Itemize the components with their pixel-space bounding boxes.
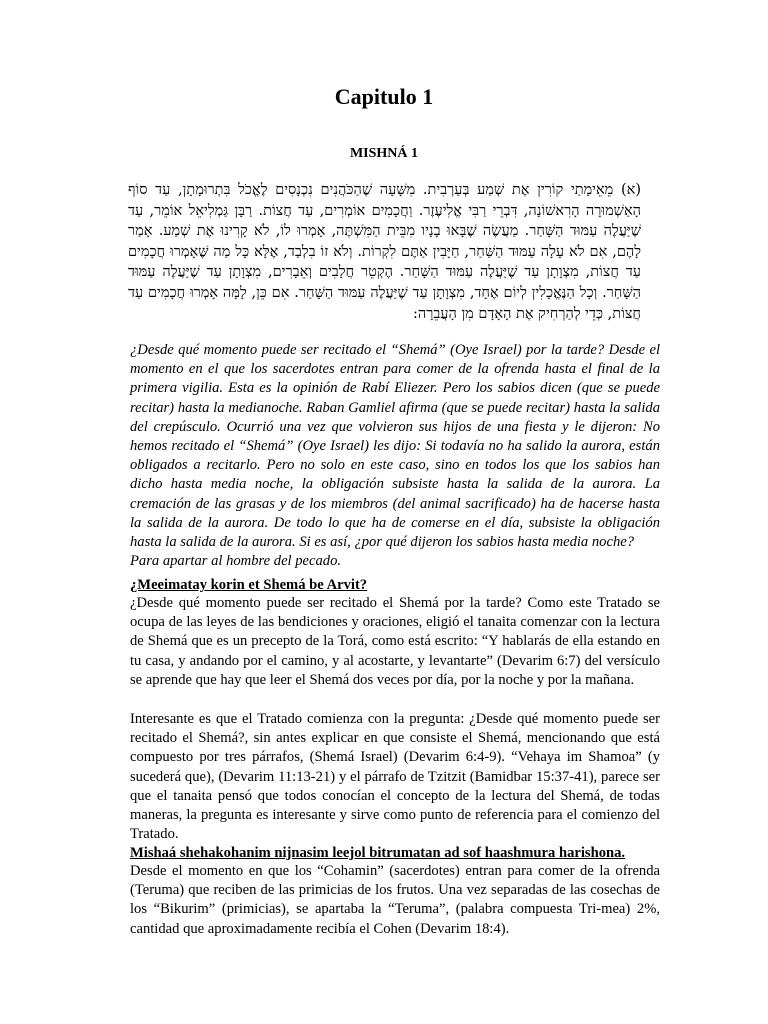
translation-paragraph: ¿Desde qué momento puede ser recitado el “Shemá” (Oye Israel) por la tarde? Desde el momento en el que los sacerdotes entran para comer de la ofrenda hasta el final de la primera vigilia. Esta es la opinión de Rabí Eliezer. Pero los sabios dicen (que se puede recitar) hasta la medianoche. Raban Gamliel afirma (que se puede recitar) hasta la salida del crepúsculo. Ocurrió una vez que volvieron sus hijos de una fiesta y le dijeron: No hemos recitado el “Shemá” (Oye Israel) les dijo: Si todavía no ha salido la aurora, están obligados a recitarlo. Pero no solo en este caso, sino en todos los que los sabios han dicho hasta media noche, la obligación subsiste hasta la salida de la aurora. La cremación de las grasas y de los miembros (del animal sacrificado) ha de hacerse hasta la salida de la aurora. De todo lo que ha de comerse en el día, subsiste la obligación hasta la salida de la aurora. Si es así, ¿por qué dijeron los sabios hasta media noche? [130, 342, 660, 551]
hebrew-mishna-text: (א) מֵאֵימָתַי קוֹרִין אֶת שְׁמַע בְּעַרְבִית. מִשָּׁעָה שֶׁהַכֹּהֲנִים נִכְנָסִים לֶאֱכֹל בִּתְרוּמָתָן, עַד סוֹף הָאַשְׁמוּרָה הָרִאשׁוֹנָה, דִּבְרֵי רַבִּי אֱלִיעֶזֶר. וַחֲכָמִים אוֹמְרִים, עַד חֲצוֹת. רַבָּן גַּמְלִיאֵל אוֹמֵר, עַד שֶׁיַּעֲלֶה עַמּוּד הַשָּׁחַר. מַעֲשֶׂה שֶׁבָּאוּ בָנָיו מִבֵּית הַמִּשְׁתֶּה, אָמְרוּ לוֹ, לֹא קָרִינוּ אֶת שְׁמַע. אָמַר לָהֶם, אִם לֹא עָלָה עַמּוּד הַשַּׁחַר, חַיָּבִין אַתֶּם לִקְרוֹת. וְלֹא זוֹ בִלְבַד, אֶלָּא כָּל מַה שֶּׁאָמְרוּ חֲכָמִים עַד חֲצוֹת, מִצְוָתָן עַד שֶׁיַּעֲלֶה עַמּוּד הַשָּׁחַר. הֶקְטֵר חֲלָבִים וְאֵבָרִים, מִצְוָתָן עַד שֶׁיַּעֲלֶה עַמּוּד הַשָּׁחַר. וְכָל הַנֶּאֱכָלִין לְיוֹם אֶחָד, מִצְוָתָן עַד שֶׁיַּעֲלֶה עַמּוּד הַשָּׁחַר. אִם כֵּן, לָמָּה אָמְרוּ חֲכָמִים עַד חֲצוֹת, כְּדֵי לְהַרְחִיק אֶת הָאָדָם מִן הָעֲבֵרָה: [128, 182, 641, 322]
section2-paragraph-1: Desde el momento en que los “Cohamin” (sacerdotes) entran para comer de la ofrenda (Teruma) que reciben de las primicias de los frutos. Una vez separadas de las cosechas de los “Bikurim” (primicias), se apartaba la “Teruma”, (palabra compuesta Tri-mea) 2%, cantidad que aproximadamente recibía el Cohen (Devarim 18:4). [130, 863, 660, 937]
section-heading-mishaa: Mishaá shehakohanim nijnasim leejol bitrumatan ad sof haashmura harishona. [130, 845, 626, 861]
section-heading-meeimatay: ¿Meeimatay korin et Shemá be Arvit? [130, 577, 368, 593]
section1-paragraph-1: ¿Desde qué momento puede ser recitado el Shemá por la tarde? Como este Tratado se ocupa de las leyes de las bendiciones y oraciones, eligió el tanaita comenzar con la lectura de Shemá que es un precepto de la Torá, como está escrito: “Y hablarás de ella estando en tu casa, y andando por el camino, y al acostarte, y levantarte” (Devarim 6:7) del versículo se aprende que hay que leer el Shemá dos veces por día, por la noche y por la mañana. [130, 595, 660, 688]
spanish-translation [130, 341, 660, 571]
translation-last-line: Para apartar al hombre del pecado. [130, 553, 342, 570]
section1-paragraph-2: Interesante es que el Tratado comienza con la pregunta: ¿Desde qué momento puede ser recitado el Shemá?, sin antes explicar en que consiste el Shemá, mencionando que está compuesto por tres párrafos, (Shemá Israel) (Devarim 6:4-9). “Vehaya im Shamoa” (y sucederá que), (Devarim 11:13-21) y el párrafo de Tzitzit (Bamidbar 15:37-41), parece ser que el tanaita pensó que todos conocían el concepto de la lectura del Shemá, de todas maneras, la pregunta es interesante y sirve como punto de referencia para el comienzo del Tratado. [130, 711, 660, 843]
mishna-subtitle: MISHNÁ 1 [349, 146, 419, 161]
page-title: Capitulo 1 [334, 84, 434, 109]
